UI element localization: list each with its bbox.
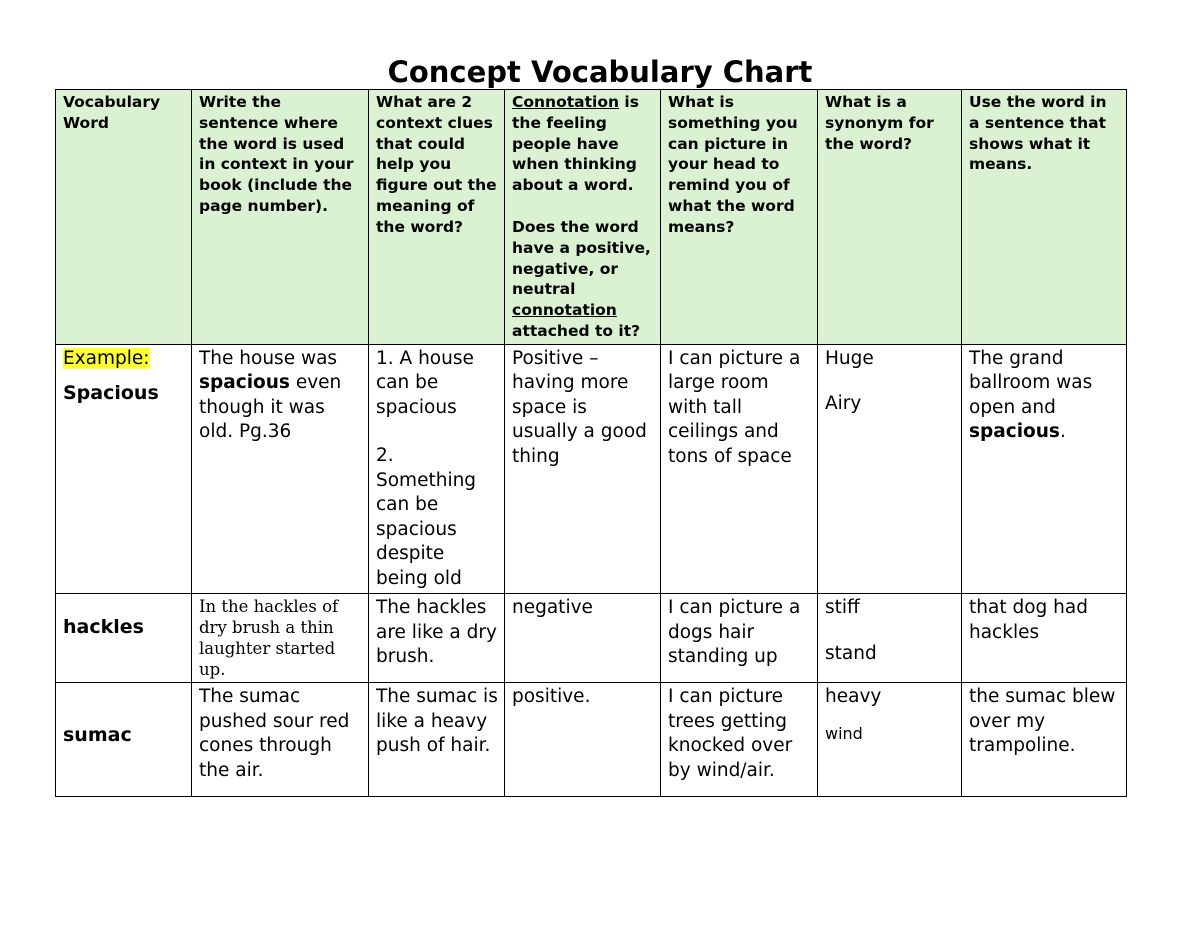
sentence-text-end: even though it was old. Pg.36 (199, 372, 342, 443)
table-row (56, 683, 1127, 797)
usage-cell (962, 344, 1127, 594)
context-clue-1: 1. A house can be spacious (376, 347, 474, 418)
usage-cell: the sumac blew over my trampoline. (962, 683, 1127, 797)
vocabulary-word: Spacious (63, 382, 159, 405)
usage-cell: that dog had hackles (962, 594, 1127, 683)
header-picture: What is something you can picture in your head to remind you of what the word means? (661, 90, 818, 345)
synonym-cell (818, 344, 962, 594)
table-row (56, 594, 1127, 683)
word-cell (56, 594, 192, 683)
context-clues-cell: The sumac is like a heavy push of hair. (369, 683, 505, 797)
usage-keyword: spacious (969, 421, 1060, 443)
synonym-2: wind (825, 723, 863, 743)
context-clue-2: 2. Something can be spacious despite being old (376, 445, 477, 589)
header-sentence: Write the sentence where the word is used in context in your book (include the page number). (192, 90, 369, 345)
synonym-1: stiff (825, 597, 860, 619)
connotation-question: Does the word have a positive, negative, or neutral (512, 217, 651, 299)
vocabulary-word: sumac (63, 724, 132, 747)
synonym-cell (818, 683, 962, 797)
usage-text-end: . (1059, 421, 1066, 443)
header-connotation (505, 90, 661, 345)
example-label: Example: (63, 347, 150, 369)
connotation-cell: Positive – having more space is usually a good thing (505, 344, 661, 594)
context-clues-cell (369, 344, 505, 594)
header-usage: Use the word in a sentence that shows what it means. (962, 90, 1127, 345)
connotation-term: Connotation (512, 93, 620, 111)
vocabulary-word: hackles (63, 616, 144, 639)
connotation-cell: positive. (505, 683, 661, 797)
context-clues-cell: The hackles are like a dry brush. (369, 594, 505, 683)
synonym-2: stand (825, 642, 877, 664)
usage-text: The grand ballroom was open and (969, 347, 1093, 418)
picture-cell: I can picture trees getting knocked over by wind/air. (661, 683, 818, 797)
connotation-question-end: attached to it? (512, 321, 641, 340)
sentence-keyword: spacious (199, 372, 290, 394)
synonym-2: Airy (825, 393, 862, 415)
sentence-cell (192, 344, 369, 594)
picture-cell: I can picture a large room with tall ceilings and tons of space (661, 344, 818, 594)
connotation-term-2: connotation (512, 301, 617, 320)
header-context-clues: What are 2 context clues that could help you figure out the meaning of the word? (369, 90, 505, 345)
table-row (56, 344, 1127, 594)
sentence-cell: The sumac pushed sour red cones through the air. (192, 683, 369, 797)
synonym-cell (818, 594, 962, 683)
word-cell (56, 683, 192, 797)
synonym-1: Huge (825, 347, 874, 369)
synonym-1: heavy (825, 686, 882, 708)
connotation-definition: is the feeling people have when thinking about a word. (512, 93, 639, 195)
header-vocabulary-word: Vocabulary Word (56, 90, 192, 345)
page-title: Concept Vocabulary Chart (387, 55, 813, 89)
picture-cell: I can picture a dogs hair standing up (661, 594, 818, 683)
header-synonym: What is a synonym for the word? (818, 90, 962, 345)
table-header-row (56, 90, 1127, 345)
sentence-text: The house was (199, 347, 338, 369)
sentence-cell: In the hackles of dry brush a thin laughter started up. (192, 594, 369, 683)
vocabulary-table (55, 89, 1127, 797)
example-word-cell (56, 344, 192, 594)
connotation-cell: negative (505, 594, 661, 683)
